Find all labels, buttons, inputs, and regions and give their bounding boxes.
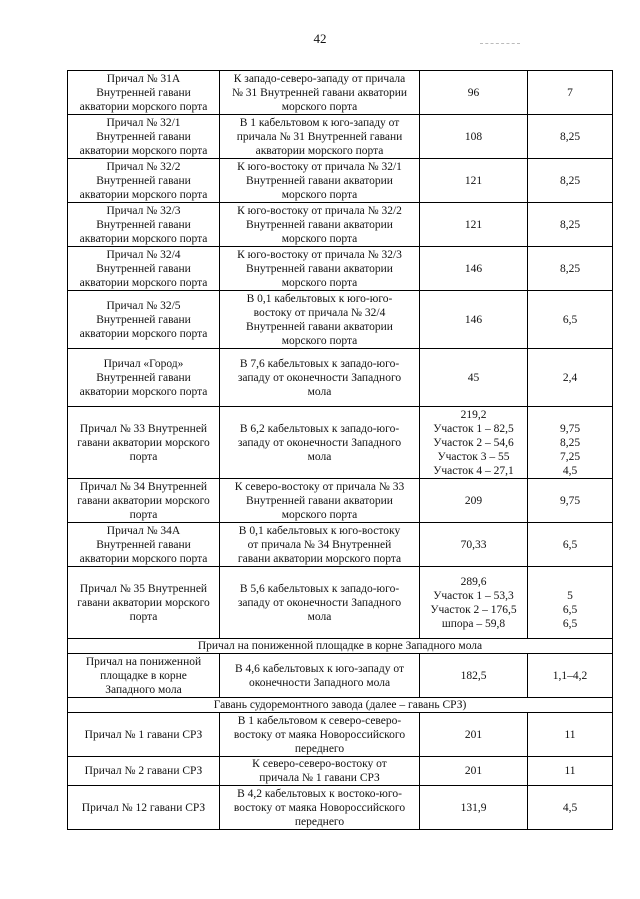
berth-length-line: 182,5 xyxy=(460,669,487,682)
berth-depth-cell xyxy=(528,291,613,349)
berth-name-line: Причал № 2 гавани СРЗ xyxy=(84,765,203,777)
berth-location-line: акватории морского порта xyxy=(255,144,384,157)
berth-name-cell xyxy=(68,523,220,567)
berth-name-cell xyxy=(68,567,220,639)
berth-location-line: В 5,6 кабельтовых к западо-юго- xyxy=(239,582,400,595)
berth-depth-cell xyxy=(528,757,613,786)
berth-length-cell xyxy=(420,247,528,291)
berth-location-cell xyxy=(220,757,420,786)
berth-depth-cell xyxy=(528,479,613,523)
berth-location-line: гавани акватории морского порта xyxy=(237,552,402,565)
berth-location-cell xyxy=(220,786,420,830)
berth-location-line: причала № 31 Внутренней гавани xyxy=(236,130,403,143)
berth-depth-line: 6,5 xyxy=(562,617,578,630)
berth-location-cell xyxy=(220,349,420,407)
berth-depth-line: 8,25 xyxy=(559,262,581,275)
berth-name-line: Причал № 33 Внутренней xyxy=(79,422,208,435)
berth-name-line: Западного мола xyxy=(105,683,182,696)
berth-name-cell xyxy=(68,291,220,349)
section-row xyxy=(68,639,613,654)
berth-name-line: Внутренней гавани xyxy=(96,130,191,143)
berth-depth-cell xyxy=(528,786,613,830)
berth-name-line: Причал № 12 гавани СРЗ xyxy=(81,801,206,814)
berth-location-cell xyxy=(220,203,420,247)
berth-length-cell xyxy=(420,479,528,523)
berth-location-cell xyxy=(220,567,420,639)
section-row xyxy=(68,698,613,713)
scan-mark xyxy=(480,43,520,44)
berth-location-line: К северо-северо-востоку от xyxy=(252,758,387,770)
page-number: 42 xyxy=(313,31,327,46)
berth-name-line: Причал № 32/4 xyxy=(106,248,181,261)
berth-location-cell xyxy=(220,713,420,757)
berth-location-line: оконечности Западного мола xyxy=(248,676,391,689)
berth-location-line: В 1 кабельтовом к юго-западу от xyxy=(239,116,400,129)
berth-depth-line: 8,25 xyxy=(559,218,581,231)
berth-depth-cell xyxy=(528,247,613,291)
berth-name-cell xyxy=(68,115,220,159)
berth-length-line: 108 xyxy=(464,130,483,143)
berth-depth-cell xyxy=(528,407,613,479)
berth-name-line: Внутренней гавани xyxy=(96,86,191,99)
berth-location-cell xyxy=(220,407,420,479)
berth-row xyxy=(68,349,613,407)
berth-location-line: востоку от маяка Новороссийского xyxy=(233,728,406,741)
berth-name-line: Внутренней гавани xyxy=(96,538,191,551)
berth-depth-line: 6,5 xyxy=(562,313,578,326)
section-title: Гавань судоремонтного завода (далее – гавань СРЗ) xyxy=(68,698,613,713)
berth-depth-line: 2,4 xyxy=(562,371,578,384)
berth-name-cell xyxy=(68,786,220,830)
berth-depth-cell xyxy=(528,654,613,698)
berth-location-line: № 31 Внутренней гавани акватории xyxy=(231,86,408,99)
berth-name-cell xyxy=(68,203,220,247)
berth-length-line: Участок 1 – 53,3 xyxy=(433,589,514,602)
berth-length-line: 201 xyxy=(464,765,483,777)
berth-depth-line: 11 xyxy=(564,728,576,741)
berth-location-line: переднего xyxy=(294,815,345,828)
berth-length-line: 219,2 xyxy=(460,408,487,421)
berth-length-cell xyxy=(420,115,528,159)
berth-length-line: 289,6 xyxy=(460,575,487,588)
berth-row xyxy=(68,203,613,247)
berth-depth-line xyxy=(530,575,610,589)
berth-name-line: площадке в корне xyxy=(100,669,187,682)
berth-depth-line: 9,75 xyxy=(559,422,581,435)
berth-location-line: востоку от маяка Новороссийского xyxy=(233,801,406,814)
berth-depth-cell xyxy=(528,71,613,115)
berth-length-line: 146 xyxy=(464,313,483,326)
berth-location-line: западу от оконечности Западного xyxy=(237,596,402,609)
berth-name-cell xyxy=(68,654,220,698)
berth-location-cell xyxy=(220,654,420,698)
berth-name-line: акватории морского порта xyxy=(79,327,208,340)
berth-length-cell xyxy=(420,349,528,407)
berth-name-line: Причал № 1 гавани СРЗ xyxy=(84,728,203,741)
berth-length-cell xyxy=(420,203,528,247)
berth-depth-line: 8,25 xyxy=(559,174,581,187)
berth-depth-line: 7,25 xyxy=(559,450,581,463)
berth-name-line: акватории морского порта xyxy=(79,144,208,157)
berth-length-line: Участок 3 – 55 xyxy=(437,450,510,463)
berth-row xyxy=(68,247,613,291)
berth-location-cell xyxy=(220,159,420,203)
berth-location-line: В 7,6 кабельтовых к западо-юго- xyxy=(239,357,400,370)
berth-length-cell xyxy=(420,757,528,786)
berth-depth-line: 4,5 xyxy=(562,464,578,477)
berth-name-line: акватории морского порта xyxy=(79,232,208,245)
berth-name-line: Причал № 32/5 xyxy=(106,299,181,312)
berth-length-cell xyxy=(420,654,528,698)
berth-length-line: 70,33 xyxy=(460,538,487,551)
berth-name-cell xyxy=(68,71,220,115)
berth-row xyxy=(68,523,613,567)
berth-length-line: Участок 1 – 82,5 xyxy=(433,422,514,435)
berth-name-line: Причал № 35 Внутренней xyxy=(79,582,208,595)
berth-name-line: Внутренней гавани xyxy=(96,371,191,384)
berth-name-cell xyxy=(68,159,220,203)
berth-depth-line: 11 xyxy=(564,765,576,777)
berth-length-line: 96 xyxy=(467,86,480,99)
berth-depth-cell xyxy=(528,713,613,757)
berth-depth-line: 6,5 xyxy=(562,603,578,616)
berth-location-line: Внутренней гавани акватории xyxy=(246,320,393,333)
berth-location-line: западу от оконечности Западного xyxy=(237,371,402,384)
berth-location-line: К юго-востоку от причала № 32/2 xyxy=(237,204,402,217)
berth-row xyxy=(68,567,613,639)
berth-location-cell xyxy=(220,115,420,159)
berth-location-cell xyxy=(220,291,420,349)
berth-depth-line: 5 xyxy=(567,589,573,602)
berth-length-line: 209 xyxy=(464,494,483,507)
berth-location-line: К юго-востоку от причала № 32/3 xyxy=(237,248,402,261)
berth-location-line: Внутренней гавани акватории xyxy=(246,174,393,187)
berth-depth-line: 8,25 xyxy=(559,130,581,143)
berth-depth-line: 9,75 xyxy=(559,494,581,507)
berth-name-line: Внутренней гавани xyxy=(96,313,191,326)
berth-length-line: 131,9 xyxy=(460,801,487,814)
berth-length-cell xyxy=(420,291,528,349)
berth-length-line: 45 xyxy=(467,371,480,384)
berth-location-line: В 4,2 кабельтовых к востоко-юго- xyxy=(237,787,402,800)
berth-location-line: Внутренней гавани акватории xyxy=(246,218,393,231)
berth-name-line: акватории морского порта xyxy=(79,100,208,113)
berth-location-line: морского порта xyxy=(281,100,358,113)
berth-name-line: Причал № 32/1 xyxy=(106,116,181,129)
berth-location-line: Внутренней гавани акватории xyxy=(246,494,393,507)
berth-row xyxy=(68,786,613,830)
berth-name-line: акватории морского порта xyxy=(79,276,208,289)
berth-length-cell xyxy=(420,567,528,639)
berth-name-line: Причал «Город» xyxy=(103,357,184,370)
berth-depth-line: 4,5 xyxy=(562,801,578,814)
berth-row xyxy=(68,71,613,115)
berth-depth-line xyxy=(530,408,610,422)
berth-depth-line: 7 xyxy=(567,86,573,99)
berth-location-line: мола xyxy=(307,385,332,398)
berth-location-line: В 0,1 кабельтовых к юго-востоку xyxy=(238,524,401,537)
berth-location-line: западу от оконечности Западного xyxy=(237,436,402,449)
berth-length-line: 201 xyxy=(464,728,483,741)
berth-row xyxy=(68,115,613,159)
berth-location-line: В 0,1 кабельтовых к юго-юго- xyxy=(246,292,393,305)
berth-length-line: Участок 2 – 176,5 xyxy=(430,603,517,616)
berth-name-line: порта xyxy=(129,610,158,623)
berth-location-line: морского порта xyxy=(281,188,358,201)
berth-name-cell xyxy=(68,247,220,291)
berth-row xyxy=(68,159,613,203)
berth-length-cell xyxy=(420,159,528,203)
berth-row xyxy=(68,479,613,523)
berth-location-line: В 6,2 кабельтовых к западо-юго- xyxy=(239,422,400,435)
berth-name-cell xyxy=(68,713,220,757)
berth-location-line: К северо-востоку от причала № 33 xyxy=(234,480,405,493)
berth-name-line: гавани акватории морского xyxy=(77,436,210,449)
berth-name-line: Причал № 31А xyxy=(106,72,181,85)
berth-location-cell xyxy=(220,71,420,115)
berth-location-line: мола xyxy=(307,450,332,463)
berth-location-line: Внутренней гавани акватории xyxy=(246,262,393,275)
berth-location-line: морского порта xyxy=(281,276,358,289)
berth-length-line: шпора – 59,8 xyxy=(441,617,506,630)
berths-table-body xyxy=(68,71,613,830)
berth-length-cell xyxy=(420,713,528,757)
berth-name-line: Причал № 34 Внутренней xyxy=(79,480,208,493)
berth-row xyxy=(68,713,613,757)
berth-name-cell xyxy=(68,407,220,479)
berth-name-line: порта xyxy=(129,450,158,463)
berth-depth-line: 8,25 xyxy=(559,436,581,449)
berth-depth-line: 6,5 xyxy=(562,538,578,551)
berth-name-line: порта xyxy=(129,508,158,521)
berth-name-line: Внутренней гавани xyxy=(96,174,191,187)
berth-name-line: гавани акватории морского xyxy=(77,596,210,609)
berth-name-cell xyxy=(68,349,220,407)
berth-location-line: морского порта xyxy=(281,232,358,245)
berth-length-cell xyxy=(420,523,528,567)
berth-length-line: Участок 2 – 54,6 xyxy=(433,436,514,449)
section-title: Причал на пониженной площадке в корне Западного мола xyxy=(68,639,613,654)
berth-row xyxy=(68,654,613,698)
berth-length-line: Участок 4 – 27,1 xyxy=(433,464,514,477)
berth-name-line: Внутренней гавани xyxy=(96,262,191,275)
berth-location-cell xyxy=(220,247,420,291)
berth-depth-cell xyxy=(528,159,613,203)
berth-depth-cell xyxy=(528,115,613,159)
berth-depth-cell xyxy=(528,349,613,407)
berths-table xyxy=(67,70,613,830)
berth-depth-cell xyxy=(528,523,613,567)
berth-depth-cell xyxy=(528,203,613,247)
berth-depth-line: 1,1–4,2 xyxy=(552,669,588,682)
berth-name-line: Причал № 32/2 xyxy=(106,160,181,173)
berth-length-line: 146 xyxy=(464,262,483,275)
berth-location-line: морского порта xyxy=(281,508,358,521)
berth-location-line: В 1 кабельтовом к северо-северо- xyxy=(237,714,402,727)
berth-name-line: Причал № 34А xyxy=(106,524,181,537)
berth-location-cell xyxy=(220,523,420,567)
berth-name-line: акватории морского порта xyxy=(79,552,208,565)
berth-name-line: Причал № 32/3 xyxy=(106,204,181,217)
berth-location-line: мола xyxy=(307,610,332,623)
berth-location-line: причала № 1 гавани СРЗ xyxy=(259,772,380,784)
berth-location-line: морского порта xyxy=(281,334,358,347)
berth-name-line: акватории морского порта xyxy=(79,188,208,201)
berth-length-cell xyxy=(420,407,528,479)
berth-name-cell xyxy=(68,479,220,523)
berth-row xyxy=(68,757,613,786)
berth-location-line: К юго-востоку от причала № 32/1 xyxy=(237,160,402,173)
berth-length-cell xyxy=(420,71,528,115)
berth-location-line: В 4,6 кабельтовых к юго-западу от xyxy=(235,662,404,675)
berth-name-line: Внутренней гавани xyxy=(96,218,191,231)
berth-length-line: 121 xyxy=(464,174,483,187)
berth-row xyxy=(68,291,613,349)
berth-location-line: от причала № 34 Внутренней xyxy=(247,538,392,551)
berth-length-line: 121 xyxy=(464,218,483,231)
berth-location-cell xyxy=(220,479,420,523)
berth-name-line: акватории морского порта xyxy=(79,385,208,398)
berth-name-line: гавани акватории морского xyxy=(77,494,210,507)
berth-row xyxy=(68,407,613,479)
berth-name-line: Причал на пониженной xyxy=(85,655,202,668)
berth-depth-cell xyxy=(528,567,613,639)
berth-location-line: переднего xyxy=(294,742,345,755)
berth-location-line: востоку от причала № 32/4 xyxy=(253,306,386,319)
berth-location-line: К западо-северо-западу от причала xyxy=(233,72,406,85)
berth-name-cell xyxy=(68,757,220,786)
berth-length-cell xyxy=(420,786,528,830)
